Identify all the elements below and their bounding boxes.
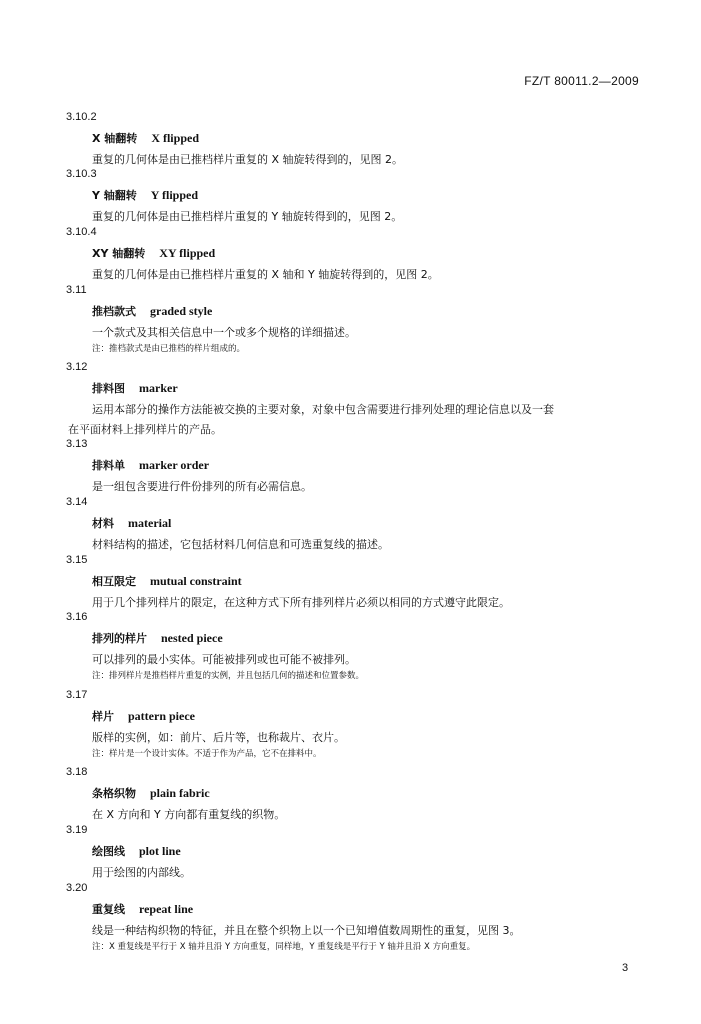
page-number: 3: [622, 962, 629, 974]
term-english: Y flipped: [150, 188, 199, 202]
term-number: 3.10.3: [66, 168, 97, 180]
term-definition: 线是一种结构织物的特征，并且在整个织物上以一个已知增值数周期性的重复，见图 3。: [92, 924, 521, 937]
term-heading: [92, 630, 223, 646]
term-definition: 一个款式及其相关信息中一个或多个规格的详细描述。: [92, 326, 356, 339]
term-heading: [92, 901, 193, 917]
term-number: 3.16: [66, 611, 88, 623]
term-definition: 材料结构的描述，它包括材料几何信息和可选重复线的描述。: [92, 538, 389, 551]
term-chinese: 排料单: [92, 459, 125, 472]
term-english: nested piece: [161, 631, 223, 645]
term-chinese: 排料图: [92, 382, 125, 395]
term-number: 3.13: [66, 438, 88, 450]
term-number: 3.14: [66, 496, 88, 508]
term-number: 3.18: [66, 766, 88, 778]
term-english: material: [128, 516, 172, 530]
term-chinese: XY 轴翻转: [92, 247, 146, 260]
term-heading: [92, 785, 210, 801]
term-definition: 用于几个排列样片的限定，在这种方式下所有排列样片必须以相同的方式遵守此限定。: [92, 596, 510, 609]
term-heading: [92, 457, 209, 473]
term-heading: [92, 708, 195, 724]
term-definition-continued: 在平面材料上排列样片的产品。: [68, 423, 222, 436]
term-number: 3.20: [66, 882, 88, 894]
term-chinese: 排列的样片: [92, 632, 147, 645]
term-note: 注：样片是一个设计实体。不适于作为产品，它不在排料中。: [92, 749, 322, 759]
term-chinese: X 轴翻转: [92, 132, 138, 145]
term-definition: 用于绘图的内部线。: [92, 866, 191, 879]
term-english: repeat line: [139, 902, 194, 916]
term-chinese: Y 轴翻转: [92, 189, 137, 202]
term-heading: [92, 303, 212, 319]
term-heading: [92, 187, 198, 203]
term-english: marker order: [139, 458, 210, 472]
term-english: X flipped: [151, 131, 199, 145]
term-heading: [92, 843, 181, 859]
term-chinese: 推档款式: [92, 305, 136, 318]
term-english: pattern piece: [128, 709, 195, 723]
term-number: 3.12: [66, 361, 88, 373]
term-heading: [92, 130, 199, 146]
term-number: 3.10.2: [66, 111, 97, 123]
term-definition: 在 X 方向和 Y 方向都有重复线的织物。: [92, 808, 286, 821]
term-definition: 重复的几何体是由已推档样片重复的 Y 轴旋转得到的，见图 2。: [92, 210, 403, 223]
term-definition: 运用本部分的操作方法能被交换的主要对象，对象中包含需要进行排列处理的理论信息以及一套: [92, 403, 554, 416]
term-chinese: 样片: [92, 710, 114, 723]
term-definition: 版样的实例，如：前片、后片等，也称裁片、衣片。: [92, 731, 345, 744]
term-chinese: 相互限定: [92, 575, 136, 588]
term-number: 3.15: [66, 554, 88, 566]
term-heading: [92, 515, 171, 531]
term-definition: 重复的几何体是由已推档样片重复的 X 轴旋转得到的，见图 2。: [92, 153, 404, 166]
term-note: 注：排列样片是推档样片重复的实例，并且包括几何的描述和位置参数。: [92, 671, 365, 681]
term-heading: [92, 573, 242, 589]
term-english: marker: [139, 381, 178, 395]
term-heading: [92, 245, 215, 261]
term-number: 3.10.4: [66, 226, 97, 238]
term-chinese: 重复线: [92, 903, 125, 916]
document-header: FZ/T 80011.2—2009: [524, 74, 639, 88]
term-english: plot line: [139, 844, 181, 858]
term-definition: 是一组包含要进行件份排列的所有必需信息。: [92, 480, 312, 493]
term-heading: [92, 380, 178, 396]
term-note: 注：推档款式是由已推档的样片组成的。: [92, 344, 246, 354]
term-english: mutual constraint: [150, 574, 242, 588]
term-english: plain fabric: [150, 786, 210, 800]
term-english: XY flipped: [159, 246, 216, 260]
term-number: 3.17: [66, 689, 88, 701]
term-number: 3.11: [66, 284, 87, 296]
term-chinese: 材料: [92, 517, 114, 530]
term-english: graded style: [150, 304, 213, 318]
term-number: 3.19: [66, 824, 88, 836]
term-chinese: 绘图线: [92, 845, 125, 858]
term-definition: 可以排列的最小实体。可能被排列或也可能不被排列。: [92, 653, 356, 666]
term-note: 注：X 重复线是平行于 X 轴并且沿 Y 方向重复，同样地，Y 重复线是平行于 Y 轴并且沿 X 方向重复。: [92, 942, 476, 952]
term-definition: 重复的几何体是由已推档样片重复的 X 轴和 Y 轴旋转得到的，见图 2。: [92, 268, 439, 281]
term-chinese: 条格织物: [92, 787, 136, 800]
